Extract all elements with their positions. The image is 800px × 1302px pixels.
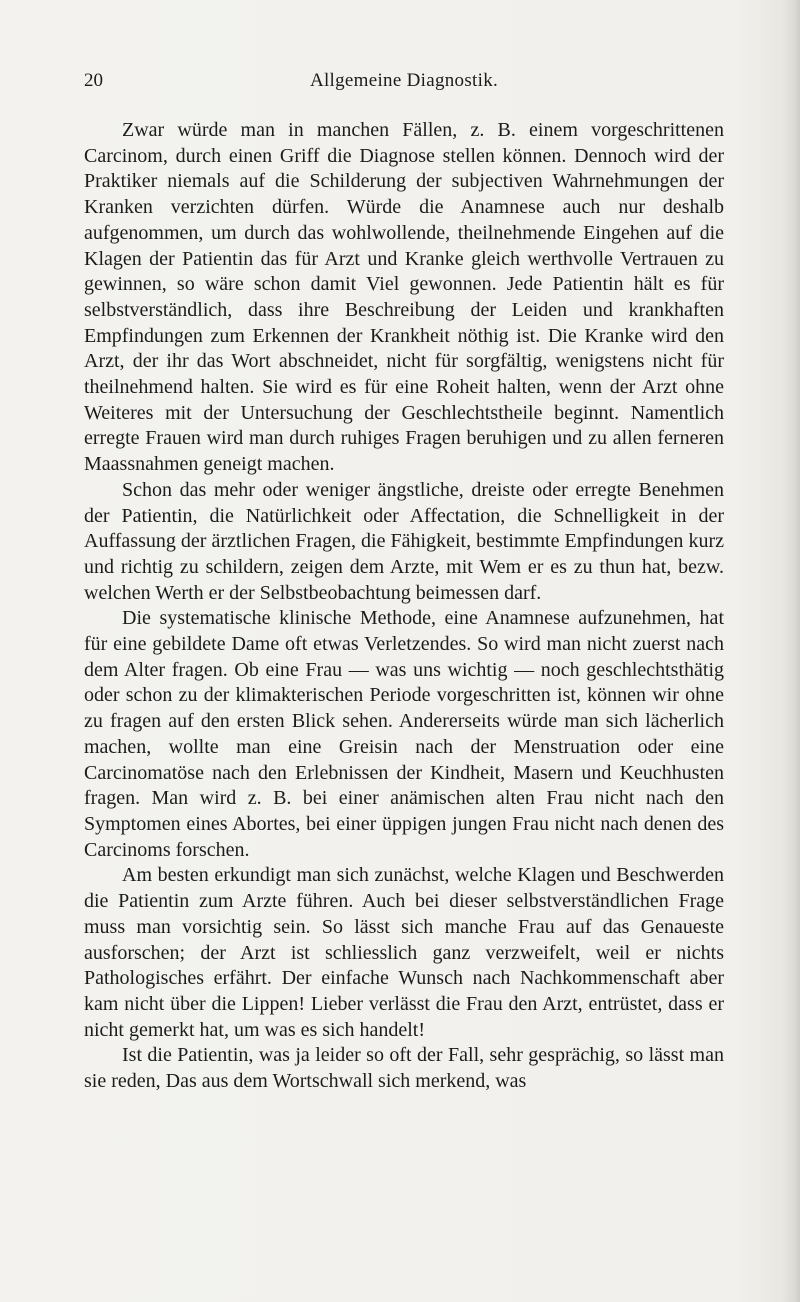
running-title: Allgemeine Diagnostik. — [309, 70, 499, 91]
paragraph: Die systematische klinische Methode, eine Anamnese aufzunehmen, hat für eine gebildete Dame oft etwas Verletzendes. So wird man nicht zuerst nach dem Alter fragen. Ob eine Frau — was uns wichtig — noch geschlechtsthätig oder schon zu der klimakterischen Periode vorgeschritten ist, können wir ohne zu fragen auf den ersten Blick sehen. Andererseits würde man sich lächerlich machen, wollte man eine Greisin nach der Menstruation oder eine Carcinomatöse nach den Erlebnissen der Kindheit, Masern und Keuchhusten fragen. Man wird z. B. bei einer anämischen alten Frau nicht nach den Symptomen eines Abortes, bei einer üppigen jungen Frau nicht nach denen des Carcinoms forschen. — [84, 607, 724, 861]
paragraph: Schon das mehr oder weniger ängstliche, dreiste oder erregte Benehmen der Patientin, die Natürlichkeit oder Affectation, die Schnelligkeit in der Auffassung der ärztlichen Fragen, die Fähigkeit, bestimmte Empfindungen kurz und richtig zu schildern, zeigen dem Arzte, mit Wem er es zu thun hat, bezw. welchen Werth er der Selbstbeobachtung beimessen darf. — [84, 478, 724, 604]
body-text — [84, 118, 724, 1095]
paragraph: Ist die Patientin, was ja leider so oft der Fall, sehr gesprächig, so lässt man sie reden, Das aus dem Wortschwall sich merkend, was — [84, 1044, 724, 1093]
paragraph: Am besten erkundigt man sich zunächst, welche Klagen und Beschwerden die Patientin zum Arzte führen. Auch bei dieser selbstverständlichen Frage muss man vorsichtig sein. So lässt sich manche Frau auf das Genaueste ausforschen; der Arzt ist schliesslich ganz verzweifelt, weil er nichts Pathologisches erfährt. Der einfache Wunsch nach Nachkommenschaft aber kam nicht über die Lippen! Lieber verlässt die Frau den Arzt, entrüstet, dass er nicht gemerkt hat, um was es sich handelt! — [84, 864, 724, 1041]
page-number: 20 — [84, 70, 103, 91]
page-edge-shadow — [782, 0, 800, 1302]
paragraph: Zwar würde man in manchen Fällen, z. B. einem vorgeschrittenen Carcinom, durch einen Griff die Diagnose stellen können. Dennoch wird der Praktiker niemals auf die Schilderung der subjectiven Wahrnehmungen der Kranken verzichten dürfen. Würde die Anamnese auch nur deshalb aufgenommen, um durch das wohlwollende, theilnehmende Eingehen auf die Klagen der Patientin das für Arzt und Kranke gleich werthvolle Vertrauen zu gewinnen, so wäre schon damit Viel gewonnen. Jede Patientin hält es für selbstverständlich, dass ihre Beschreibung der Leiden und krankhaften Empfindungen zum Erkennen der Krankheit nöthig ist. Die Kranke wird den Arzt, der ihr das Wort abschneidet, nicht für sorgfältig, wenigstens nicht für theilnehmend halten. Sie wird es für eine Roheit halten, wenn der Arzt ohne Weiteres mit der Untersuchung der Geschlechtstheile beginnt. Namentlich erregte Frauen wird man durch ruhiges Fragen beruhigen und zu allen ferneren Maassnahmen geneigt machen. — [84, 119, 724, 476]
page-header — [84, 70, 724, 100]
